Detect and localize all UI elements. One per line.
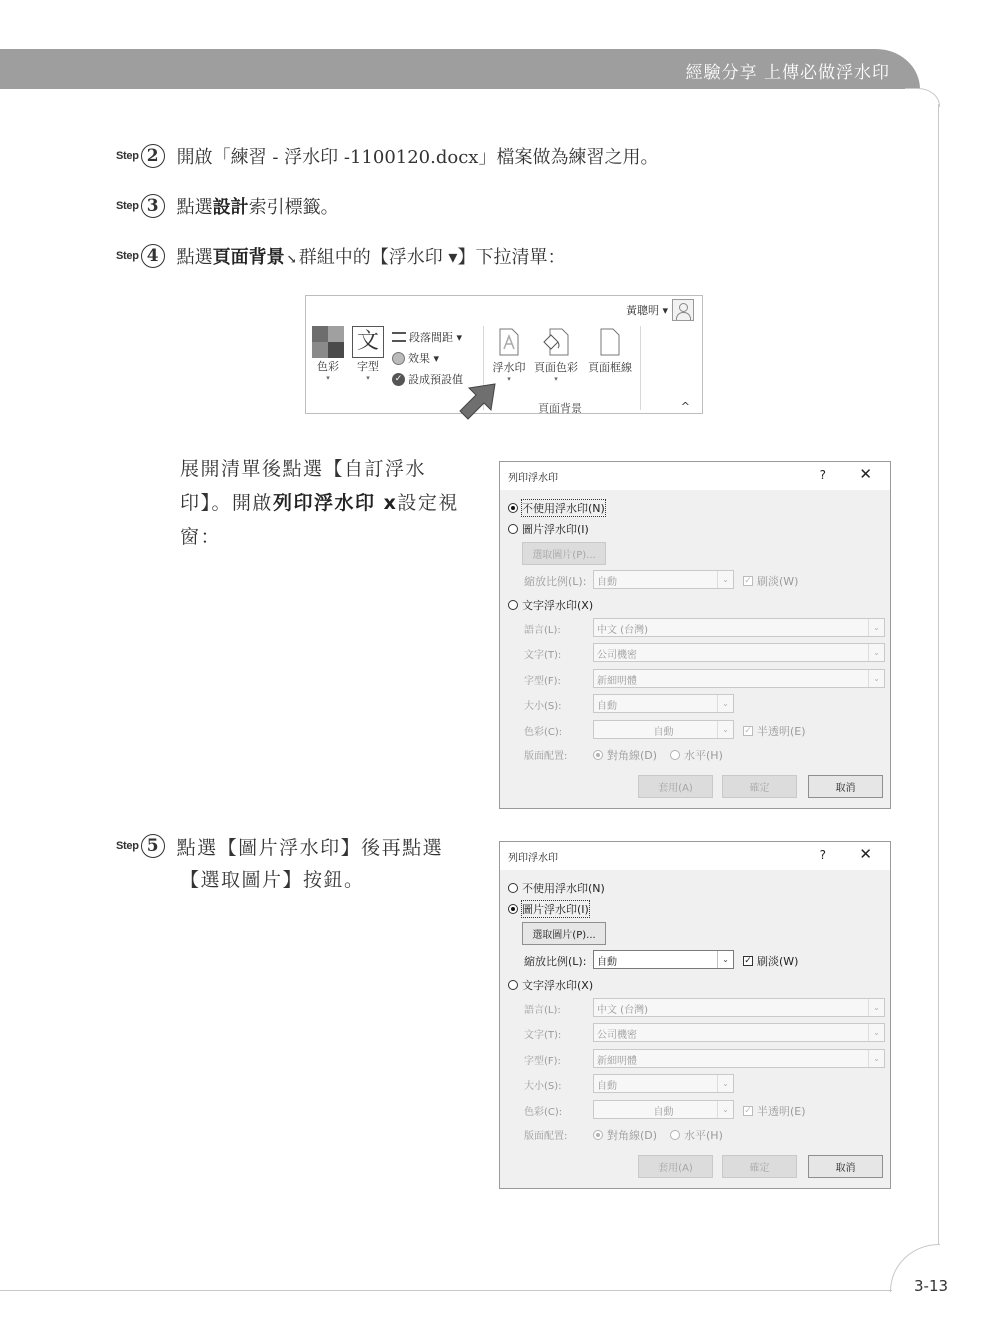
washout-checkbox[interactable]: ✓: [744, 576, 752, 586]
chevron-down-icon: ▾: [554, 375, 558, 383]
color-label: 色彩(C):: [524, 1107, 563, 1118]
horizontal-option[interactable]: [670, 747, 723, 763]
step-text-a: 點選: [176, 197, 213, 218]
chevron-down-icon: ⌄: [868, 619, 884, 636]
language-select[interactable]: [593, 618, 885, 637]
diagonal-option[interactable]: [593, 747, 657, 763]
paragraph-line: [180, 486, 459, 520]
language-value: 中文 (台灣): [597, 1005, 648, 1016]
radio-picture-watermark[interactable]: [508, 524, 518, 534]
step-number: 5: [141, 834, 165, 858]
step-text-a: 點選: [176, 247, 213, 268]
diagonal-label: 對角線(D): [607, 749, 658, 762]
step-text: [177, 193, 339, 219]
fonts-label: 字型: [357, 360, 379, 373]
color-value: 自動: [653, 1107, 674, 1118]
step-number: 3: [141, 194, 165, 218]
language-select[interactable]: [593, 998, 885, 1017]
chevron-down-icon: ⌄: [717, 571, 733, 588]
cancel-button[interactable]: 取消: [808, 775, 883, 798]
instruction-paragraph: [180, 452, 459, 554]
user-account[interactable]: [626, 299, 694, 321]
font-select[interactable]: [593, 1049, 885, 1068]
font-label: 字型(F):: [524, 1056, 561, 1067]
size-label: 大小(S):: [524, 1081, 562, 1092]
chevron-down-icon: ⌄: [868, 670, 884, 687]
close-icon[interactable]: ✕: [859, 465, 872, 483]
step-3: [116, 191, 339, 221]
horizontal-label: 水平(H): [684, 749, 723, 762]
text-watermark-option[interactable]: [508, 977, 593, 993]
text-watermark-label: 文字浮水印(X): [522, 599, 594, 612]
text-watermark-label: 文字浮水印(X): [522, 979, 594, 992]
size-label: 大小(S):: [524, 701, 562, 712]
no-watermark-label: 不使用浮水印(N): [522, 502, 605, 515]
printed-watermark-dialog-2: [499, 841, 891, 1189]
font-icon: 文: [352, 326, 384, 358]
color-select[interactable]: [593, 1100, 734, 1119]
radio-no-watermark[interactable]: [508, 503, 518, 513]
page-borders-label: 頁面框線: [588, 361, 632, 374]
page-borders-button[interactable]: [584, 328, 636, 375]
horizontal-option[interactable]: [670, 1127, 723, 1143]
color-value: 自動: [653, 727, 674, 738]
paragraph-text: 印】。開啟: [180, 492, 274, 514]
watermark-icon: [498, 328, 520, 356]
ok-button[interactable]: 確定: [722, 1155, 797, 1178]
language-label: 語言(L):: [524, 625, 561, 636]
text-combobox[interactable]: [593, 1023, 885, 1042]
apply-button[interactable]: 套用(A): [638, 775, 713, 798]
paragraph-line: 展開清單後點選【自訂浮水: [180, 458, 427, 480]
scale-value: 自動: [597, 577, 617, 588]
layout-label: 版面配置:: [524, 1131, 568, 1142]
chapter-header-title: 經驗分享 上傳必做浮水印: [685, 63, 890, 83]
size-select[interactable]: [593, 694, 734, 713]
apply-button[interactable]: 套用(A): [638, 1155, 713, 1178]
step-text: 點選【圖片浮水印】後再點選: [176, 836, 444, 859]
radio-no-watermark[interactable]: [508, 883, 518, 893]
chevron-down-icon: ⌄: [868, 999, 884, 1016]
no-watermark-option[interactable]: [508, 500, 605, 516]
avatar-icon: [672, 299, 694, 321]
chevron-down-icon: ⌄: [868, 1050, 884, 1067]
chevron-down-icon: ▾: [507, 375, 511, 383]
watermark-label: 浮水印: [492, 361, 526, 374]
watermark-button[interactable]: [487, 328, 531, 383]
picture-watermark-option[interactable]: [508, 521, 589, 537]
step-2: [116, 141, 658, 171]
step-number: 2: [141, 144, 165, 168]
paragraph-spacing-button[interactable]: [392, 329, 462, 345]
size-select[interactable]: [593, 1074, 734, 1093]
user-name: 黃聰明 ▾: [625, 304, 668, 317]
colors-button[interactable]: [310, 326, 346, 382]
font-label: 字型(F):: [524, 676, 561, 687]
text-watermark-option[interactable]: [508, 597, 593, 613]
picture-watermark-label: 圖片浮水印(I): [522, 903, 589, 916]
diagonal-option[interactable]: [593, 1127, 657, 1143]
chapter-header-band: [0, 49, 920, 89]
page-number: 3-13: [914, 1277, 949, 1295]
step-label: Step: [116, 150, 139, 162]
close-icon[interactable]: ✕: [859, 845, 872, 863]
page-background-group-label: 頁面背景: [538, 402, 582, 415]
radio-text-watermark[interactable]: [508, 980, 518, 990]
chevron-down-icon: ⌄: [717, 1101, 733, 1118]
color-label: 色彩(C):: [524, 727, 563, 738]
scale-label: 縮放比例(L):: [524, 955, 587, 968]
diagonal-label: 對角線(D): [607, 1129, 658, 1142]
chevron-down-icon: ⌄: [717, 721, 733, 738]
help-icon[interactable]: ?: [819, 848, 826, 862]
washout-option[interactable]: [743, 953, 798, 969]
text-combobox[interactable]: [593, 643, 885, 662]
page-color-label: 頁面色彩: [534, 361, 578, 374]
printed-watermark-dialog-1: [499, 461, 891, 809]
scale-select[interactable]: [593, 570, 734, 589]
color-select[interactable]: [593, 720, 734, 739]
text-value: 公司機密: [597, 650, 637, 661]
colors-label: 色彩: [317, 360, 339, 373]
step-text-bold: 設計: [212, 197, 249, 218]
size-value: 自動: [597, 701, 617, 712]
step-number: 4: [141, 244, 165, 268]
step-label: Step: [116, 250, 139, 262]
page-color-button[interactable]: [530, 328, 582, 383]
ok-button[interactable]: 確定: [722, 775, 797, 798]
scale-select[interactable]: [593, 950, 734, 969]
washout-option[interactable]: [743, 573, 798, 589]
chevron-down-icon: ⌄: [717, 695, 733, 712]
semitransparent-option[interactable]: [743, 1103, 806, 1119]
color-palette-icon: [312, 326, 344, 358]
page-color-icon: [542, 328, 570, 356]
help-icon[interactable]: ?: [819, 468, 826, 482]
semitransparent-label: 半透明(E): [757, 1105, 806, 1118]
chevron-down-icon: ⌄: [868, 1024, 884, 1041]
paragraph-line: 窗：: [180, 526, 222, 548]
no-watermark-option[interactable]: [508, 880, 605, 896]
chevron-down-icon: ▾: [326, 374, 330, 382]
radio-horizontal[interactable]: [670, 1130, 680, 1140]
page-borders-icon: [599, 328, 621, 356]
collapse-ribbon-icon[interactable]: ^: [680, 400, 690, 413]
radio-diagonal[interactable]: [593, 750, 603, 760]
paragraph-spacing-label: 段落間距 ▾: [409, 331, 463, 344]
washout-label: 刷淡(W): [757, 955, 799, 968]
group-separator: [640, 326, 641, 410]
step-5: [116, 831, 443, 861]
picture-watermark-option[interactable]: [508, 901, 589, 917]
paragraph-text: 設定視: [397, 492, 459, 514]
semitransparent-checkbox[interactable]: ✓: [744, 726, 752, 736]
cancel-button[interactable]: 取消: [808, 1155, 883, 1178]
select-picture-button[interactable]: 選取圖片(P)...: [522, 922, 606, 945]
fonts-button[interactable]: [350, 326, 386, 382]
no-watermark-label: 不使用浮水印(N): [522, 882, 605, 895]
font-select[interactable]: [593, 669, 885, 688]
dialog-launcher-arrow-icon: ↘: [286, 252, 297, 266]
font-value: 新細明體: [597, 676, 637, 687]
text-value: 公司機密: [597, 1030, 637, 1041]
paragraph-spacing-icon: [392, 332, 406, 342]
step-4: [116, 241, 565, 271]
radio-horizontal[interactable]: [670, 750, 680, 760]
washout-label: 刷淡(W): [757, 575, 799, 588]
page-frame-corner-top: [905, 88, 940, 107]
washout-checkbox[interactable]: ✓: [744, 956, 752, 966]
effects-button[interactable]: [392, 350, 439, 366]
page-frame-bottom-edge: [0, 1290, 892, 1291]
step-text: 開啟「練習 - 浮水印 -1100120.docx」檔案做為練習之用。: [176, 147, 659, 168]
step-label: Step: [116, 840, 139, 852]
step-text-b: 群組中的【浮水印 ▾】下拉清單：: [298, 247, 566, 268]
step-text-bold: 頁面背景: [212, 247, 285, 268]
scale-label: 縮放比例(L):: [524, 575, 587, 588]
language-value: 中文 (台灣): [597, 625, 648, 636]
text-label: 文字(T):: [524, 650, 562, 661]
page-frame-right-edge: [938, 104, 939, 1244]
picture-watermark-label: 圖片浮水印(I): [522, 523, 589, 536]
semitransparent-checkbox[interactable]: ✓: [744, 1106, 752, 1116]
scale-value: 自動: [597, 957, 617, 968]
semitransparent-label: 半透明(E): [757, 725, 806, 738]
dialog-titlebar: [500, 462, 890, 490]
pointer-arrow-icon: [455, 378, 507, 430]
select-picture-button[interactable]: 選取圖片(P)...: [522, 542, 606, 565]
set-as-default-button[interactable]: [392, 371, 463, 387]
dialog-title: 列印浮水印: [508, 473, 558, 484]
effects-icon: [392, 352, 405, 365]
radio-picture-watermark[interactable]: [508, 904, 518, 914]
paragraph-bold: 列印浮水印 x: [273, 492, 398, 514]
text-label: 文字(T):: [524, 1030, 562, 1041]
size-value: 自動: [597, 1081, 617, 1092]
chevron-down-icon: ⌄: [717, 951, 733, 968]
checkmark-circle-icon: ✓: [392, 373, 405, 386]
dialog-title: 列印浮水印: [508, 853, 558, 864]
dialog-titlebar: [500, 842, 890, 870]
font-value: 新細明體: [597, 1056, 637, 1067]
radio-diagonal[interactable]: [593, 1130, 603, 1140]
effects-label: 效果 ▾: [408, 352, 440, 365]
layout-label: 版面配置:: [524, 751, 568, 762]
step-5-continuation: 【選取圖片】按鈕。: [180, 869, 365, 891]
step-text-b: 索引標籤。: [248, 197, 339, 218]
radio-text-watermark[interactable]: [508, 600, 518, 610]
chevron-down-icon: ⌄: [717, 1075, 733, 1092]
horizontal-label: 水平(H): [684, 1129, 723, 1142]
step-text: [177, 243, 566, 269]
semitransparent-option[interactable]: [743, 723, 806, 739]
chevron-down-icon: ▾: [366, 374, 370, 382]
set-as-default-label: 設成預設值: [408, 373, 463, 386]
step-label: Step: [116, 200, 139, 212]
language-label: 語言(L):: [524, 1005, 561, 1016]
chevron-down-icon: ⌄: [868, 644, 884, 661]
